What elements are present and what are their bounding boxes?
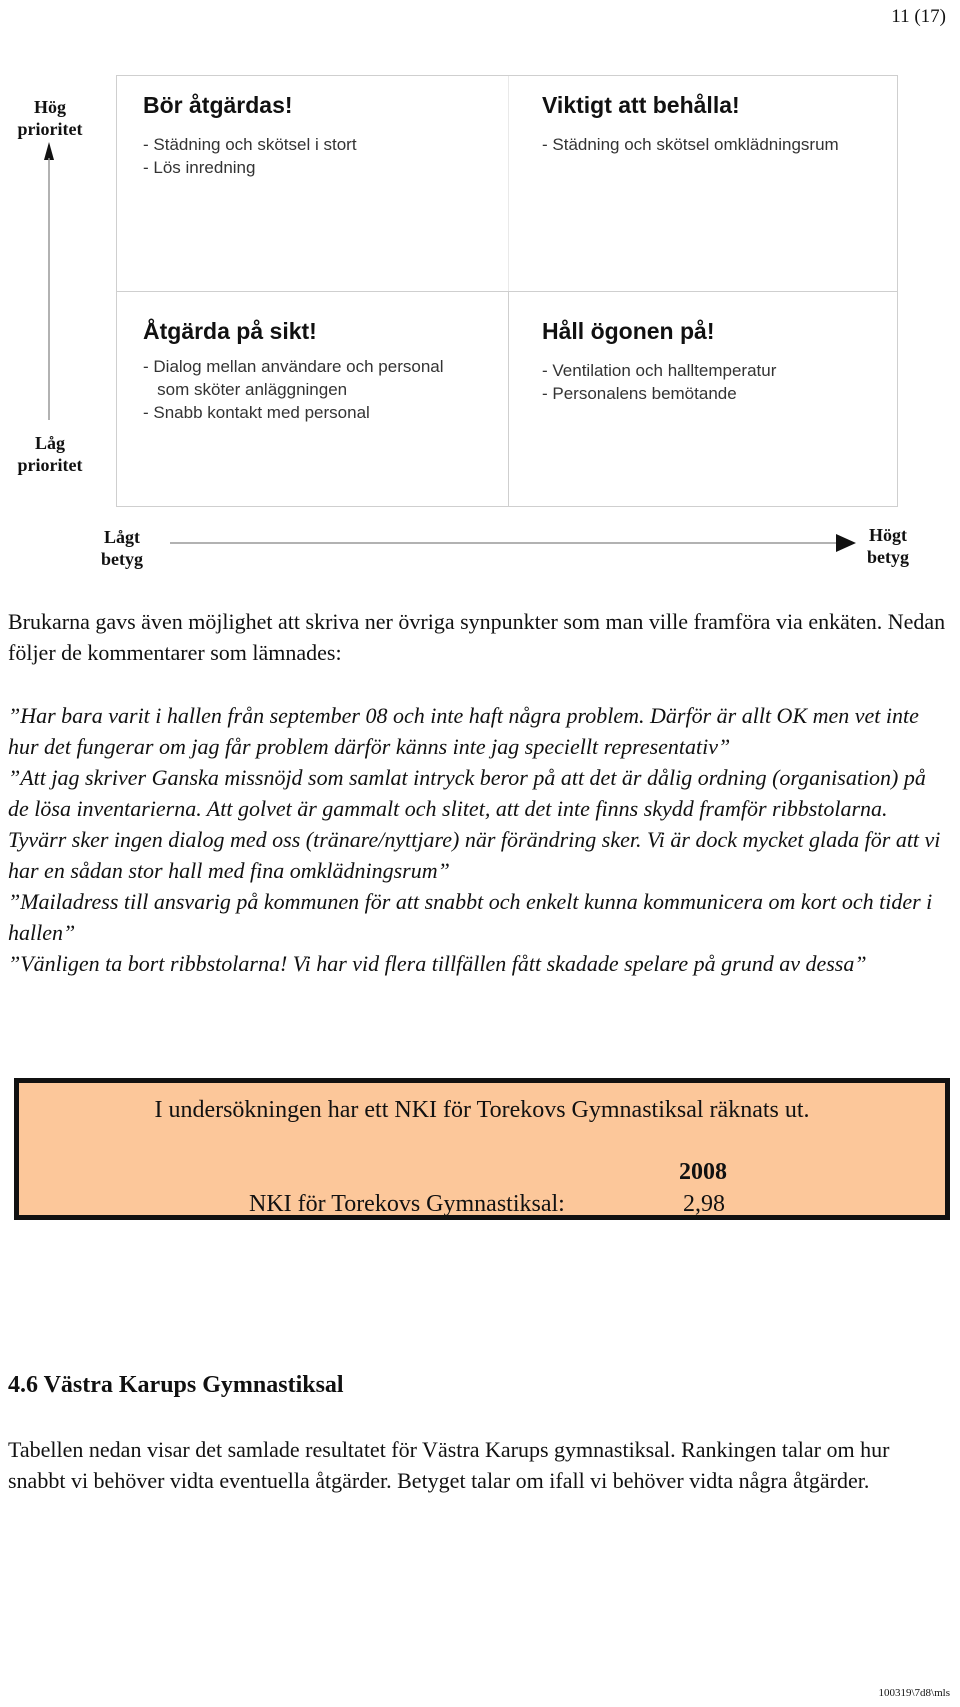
nki-label: NKI för Torekovs Gymnastiksal: [249,1191,565,1217]
comment-quote: ”Vänligen ta bort ribbstolarna! Vi har vid flera tillfällen fått skadade spelare på grund av dessa” [8,951,867,976]
quadrant-items: - Dialog mellan användare och personal som sköter anläggningen - Snabb kontakt med personal [143,357,444,422]
quadrant-title: Åtgärda på sikt! [143,318,317,344]
quadrant-keep [542,92,839,156]
comment-quote: ”Att jag skriver Ganska missnöjd som samlat intryck beror på att det är dålig ordning (organisation) på de lösa inventarierna. Att golvet är gammalt och slitet, att det inte finns skydd framför ribbstolarna. Tyvärr sker ingen dialog med oss (tränare/nyttjare) när förändring sker. Vi är dock mycket glada för att vi har en sådan stor hall med fina omklädningsrum” [8,765,941,883]
grade-axis-arrow [170,534,856,552]
quadrant-fix-now [143,92,357,179]
nki-value: 2,98 [683,1191,725,1217]
nki-statement: I undersökningen har ett NKI för Torekovs Gymnastiksal räknats ut. [154,1097,810,1123]
quadrant-items: - Ventilation och halltemperatur - Personalens bemötande [542,361,777,403]
quadrant-items: - Städning och skötsel i stort - Lös inredning [143,135,357,177]
quadrant-items: - Städning och skötsel omklädningsrum [542,135,839,154]
section-heading: 4.6 Västra Karups Gymnastiksal [8,1372,344,1398]
comment-quote: ”Mailadress till ansvarig på kommunen för att snabbt och enkelt kunna kommunicera om kort och tider i hallen” [8,889,933,945]
priority-matrix [116,75,898,507]
quadrant-title: Viktigt att behålla! [542,92,740,118]
low-priority-label: Låg prioritet [17,433,83,475]
high-grade-label: Högt betyg [867,525,909,567]
high-priority-label: Hög prioritet [17,97,83,139]
section-paragraph: Tabellen nedan visar det samlade resultatet för Västra Karups gymnastiksal. Rankingen talar om hur snabbt vi behöver vidta eventuella åtgärder. Betyget talar om ifall vi behöver vidta några åtgärder. [8,1437,890,1493]
nki-summary-box [14,1078,950,1220]
quadrant-title: Håll ögonen på! [542,318,715,344]
quadrant-title: Bör åtgärdas! [143,92,293,118]
low-grade-label: Lågt betyg [101,527,143,569]
footer-reference-code: 100319\7d8\mls [878,1687,950,1699]
intro-paragraph: Brukarna gavs även möjlighet att skriva ner övriga synpunkter som man ville framföra via enkäten. Nedan följer de kommentarer som lämnades: [8,609,946,665]
priority-axis-arrow [44,142,54,420]
user-comments [8,700,948,979]
page-number: 11 (17) [891,6,946,27]
quadrant-watch [542,318,776,405]
comment-quote: ”Har bara varit i hallen från september 08 och inte haft några problem. Därför är allt OK men vet inte hur det fungerar om jag får problem därför känns inte jag speciellt representativ” [8,703,919,759]
quadrant-fix-later [143,318,444,424]
nki-year: 2008 [679,1159,727,1185]
